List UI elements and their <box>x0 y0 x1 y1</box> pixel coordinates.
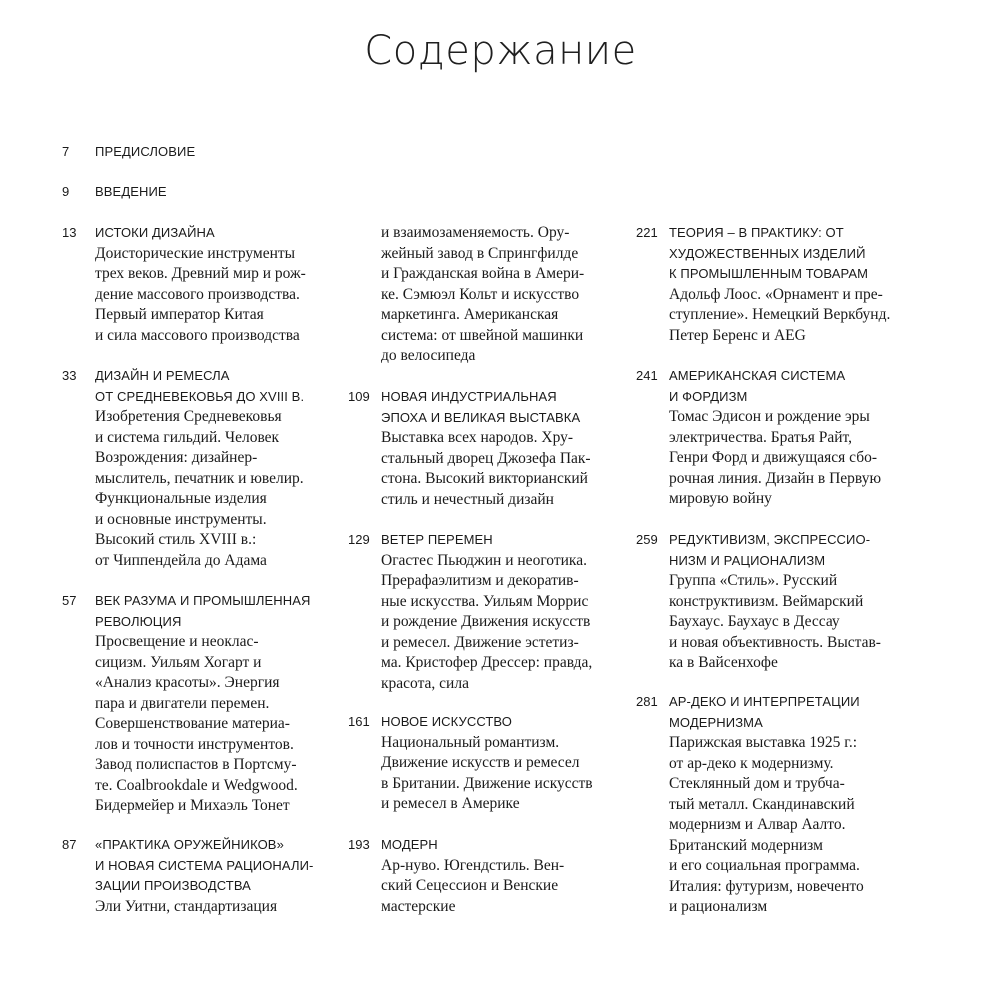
chapter-topics-continued: и взаимозаменяемость. Ору- жейный завод в Спрингфилде и Гражданская война в Амери- ке. Сэмюэл Кольт и искусство маркетинга. Американская система: от швейной машинки до велосипеда <box>381 224 585 364</box>
chapter-topics: Огастес Пьюджин и неоготика. Прерафаэлитизм и декоратив- ные искусства. Уильям Моррис и рождение Движения искусств и ремесел. Движение эстетиз- ма. Кристофер Дрессер: правда, красота, сила <box>381 551 593 692</box>
chapter-topics: Парижская выставка 1925 г.: от ар-деко к модернизму. Стеклянный дом и трубча- тый металл. Скандинавский модернизм и Алвар Аалто. Британский модернизм и его социальная программа. Италия: футуризм, новеченто и рационализм <box>669 734 864 915</box>
chapter-topics: Эли Уитни, стандартизация <box>95 897 278 915</box>
chapter-heading: АР-ДЕКО И ИНТЕРПРЕТАЦИИ МОДЕРНИЗМА <box>669 694 860 730</box>
page-number: 221 <box>636 225 658 240</box>
toc-entry-new-art[interactable] <box>348 712 638 815</box>
page-number: 161 <box>348 714 370 729</box>
page-number: 129 <box>348 532 370 547</box>
page-number: 109 <box>348 389 370 404</box>
toc-entry-design-crafts[interactable] <box>62 366 352 571</box>
toc-entry-art-deco[interactable] <box>636 692 936 918</box>
chapter-topics: Просвещение и неоклас- сицизм. Уильям Хогарт и «Анализ красоты». Энергия пара и двигатели перемен. Совершенствование материа- лов и точности инструментов. Завод полиспастов в Портсму- те. Coalbrookdale и Wedgwood. Бидермейер и Михаэль Тонет <box>95 633 298 814</box>
toc-entry-origins[interactable] <box>62 223 352 346</box>
toc-entry-reductivism[interactable] <box>636 530 936 674</box>
chapter-topics: Группа «Стиль». Русский конструктивизм. Веймарский Баухаус. Баухаус в Дессау и новая объективность. Выстав- ка в Вайсенхофе <box>669 572 881 671</box>
chapter-topics: Ар-нуво. Югендстиль. Вен- ский Сецессион и Венские мастерские <box>381 856 565 915</box>
chapter-heading: ВВЕДЕНИЕ <box>95 184 167 199</box>
toc-entry-age-of-reason[interactable] <box>62 591 352 817</box>
chapter-heading: РЕДУКТИВИЗМ, ЭКСПРЕССИО- НИЗМ И РАЦИОНАЛИЗМ <box>669 532 871 568</box>
toc-entry-introduction[interactable] <box>62 182 352 203</box>
page-number: 259 <box>636 532 658 547</box>
chapter-heading: АМЕРИКАНСКАЯ СИСТЕМА И ФОРДИЗМ <box>669 368 846 404</box>
toc-entry-winds-of-change[interactable] <box>348 530 638 694</box>
toc-entry-preface[interactable] <box>62 142 352 163</box>
chapter-heading: ВЕК РАЗУМА И ПРОМЫШЛЕННАЯ РЕВОЛЮЦИЯ <box>95 593 311 629</box>
page-number: 87 <box>62 837 77 852</box>
page-number: 13 <box>62 225 77 240</box>
chapter-heading: НОВОЕ ИСКУССТВО <box>381 714 512 729</box>
toc-entry-modern[interactable] <box>348 835 638 917</box>
chapter-heading: ВЕТЕР ПЕРЕМЕН <box>381 532 493 547</box>
page-number: 241 <box>636 368 658 383</box>
page-number: 57 <box>62 593 77 608</box>
toc-entry-armorers[interactable] <box>62 835 352 917</box>
page-number: 33 <box>62 368 77 383</box>
chapter-heading: ДИЗАЙН И РЕМЕСЛА ОТ СРЕДНЕВЕКОВЬЯ ДО XVIII В. <box>95 368 305 404</box>
toc-entry-theory-practice[interactable] <box>636 223 936 346</box>
page-number: 281 <box>636 694 658 709</box>
chapter-topics: Адольф Лоос. «Орнамент и пре- ступление». Немецкий Веркбунд. Петер Беренс и AEG <box>669 285 891 344</box>
toc-entry-american-system[interactable] <box>636 366 936 510</box>
page-title: Содержание <box>364 28 637 74</box>
chapter-heading: ИСТОКИ ДИЗАЙНА <box>95 225 215 240</box>
toc-entry-continuation <box>348 223 638 367</box>
chapter-topics: Доисторические инструменты трех веков. Древний мир и рож- дение массового производства. Первый император Китая и сила массового производства <box>95 244 306 344</box>
page-number: 7 <box>62 144 70 159</box>
chapter-topics: Томас Эдисон и рождение эры электричества. Братья Райт, Генри Форд и движущаяся сбо- рочная линия. Дизайн в Первую мировую войну <box>669 408 882 507</box>
chapter-heading: «ПРАКТИКА ОРУЖЕЙНИКОВ» И НОВАЯ СИСТЕМА РАЦИОНАЛИ- ЗАЦИИ ПРОИЗВОДСТВА <box>95 837 314 893</box>
chapter-topics: Изобретения Средневековья и система гильдий. Человек Возрождения: дизайнер- мыслитель, печатник и ювелир. Функциональные изделия и основные инструменты. Высокий стиль XVIII в.: от Чиппендейла до Адама <box>95 408 304 569</box>
toc-entry-industrial-era[interactable] <box>348 387 638 510</box>
chapter-heading: ТЕОРИЯ – В ПРАКТИКУ: ОТ ХУДОЖЕСТВЕННЫХ ИЗДЕЛИЙ К ПРОМЫШЛЕННЫМ ТОВАРАМ <box>669 225 869 281</box>
chapter-topics: Выставка всех народов. Хру- стальный дворец Джозефа Пак- стона. Высокий викторианский стиль и нечестный дизайн <box>381 429 591 508</box>
chapter-heading: ПРЕДИСЛОВИЕ <box>95 144 196 159</box>
chapter-heading: МОДЕРН <box>381 837 438 852</box>
chapter-topics: Национальный романтизм. Движение искусств и ремесел в Британии. Движение искусств и ремесел в Америке <box>381 733 593 812</box>
chapter-heading: НОВАЯ ИНДУСТРИАЛЬНАЯ ЭПОХА И ВЕЛИКАЯ ВЫСТАВКА <box>381 389 581 425</box>
page-number: 9 <box>62 184 70 199</box>
page-number: 193 <box>348 837 370 852</box>
